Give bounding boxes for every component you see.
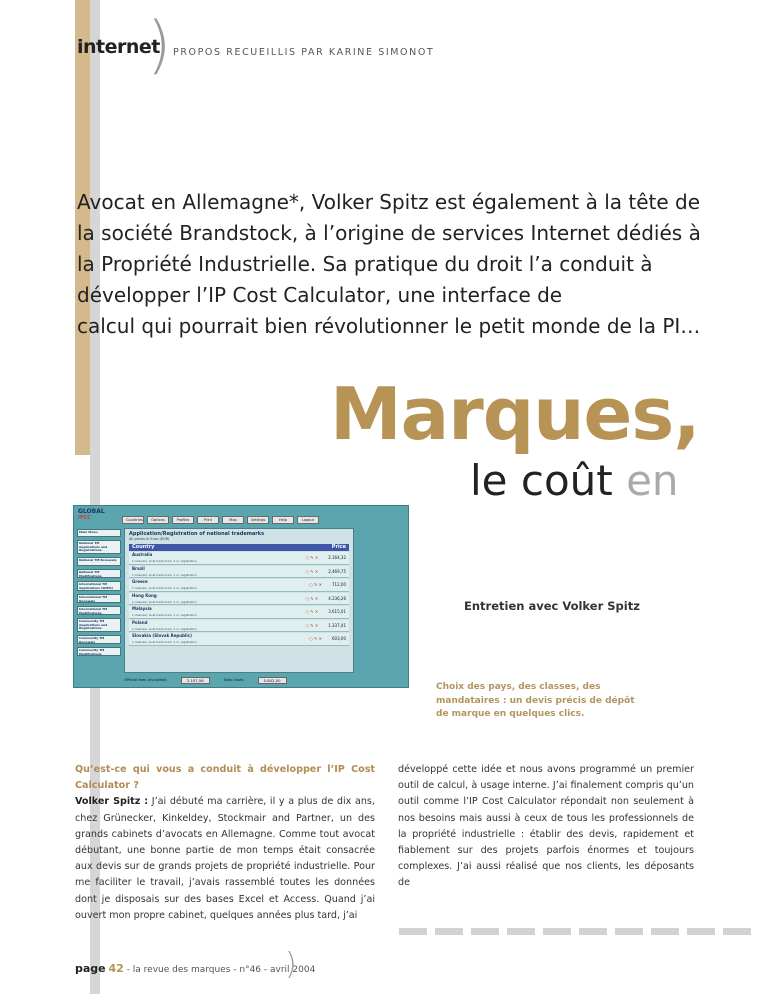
country-name bbox=[132, 606, 197, 618]
side-menu-item: Community TM Modifications bbox=[77, 647, 121, 656]
row-detail: 1 class(es), local trade mark, 1 nr. registration bbox=[132, 559, 197, 563]
total-costs-value: 5.842,00 bbox=[258, 677, 287, 684]
answer-text: J’ai débuté ma carrière, il y a plus de dix ans, chez Grünecker, Kinkeldey, Stockmair and Partner, un des grands cabinets d’avocats en Allemagne. Comme tout avocat débutant, une bonne partie de mon temps était consacrée aux devis sur de grands projets de propriété industrielle. Pour me faciliter le travail, j’avais rassemblé toutes les données dont je disposais sur des bases Excel et Access. Quand j’ai ouvert mon propre cabinet, quelques années plus tard, j’ai bbox=[75, 796, 375, 921]
page-footer bbox=[75, 962, 315, 975]
table-row bbox=[129, 633, 349, 646]
table-row bbox=[129, 593, 349, 606]
dash bbox=[435, 928, 463, 935]
dash bbox=[507, 928, 535, 935]
interview-line: Entretien avec Volker Spitz bbox=[464, 599, 640, 613]
column-header: Country bbox=[132, 544, 155, 550]
side-menu-item: National TM Applications and Registrations bbox=[77, 540, 121, 554]
country-label: Australia bbox=[132, 552, 153, 557]
action-icons: ○ ✎ ✕ bbox=[305, 595, 319, 601]
total-costs-label: Total costs bbox=[223, 677, 244, 682]
lede-line: la Propriété Industrielle. Sa pratique du droit l’a conduit à bbox=[77, 252, 653, 276]
country-name bbox=[132, 620, 197, 632]
nav-button: Logout bbox=[297, 516, 319, 524]
lede-line: calcul qui pourrait bien révolutionner le petit monde de la PI… bbox=[77, 314, 701, 338]
table-row bbox=[129, 620, 349, 633]
column-header: Price bbox=[331, 544, 346, 550]
row-price: 3.615,01 bbox=[328, 609, 346, 614]
byline: PROPOS RECUEILLIS PAR KARINE SIMONOT bbox=[173, 47, 435, 58]
app-logo-sub: IPCC bbox=[78, 515, 91, 521]
country-name bbox=[132, 593, 197, 605]
nav-button: Help bbox=[272, 516, 294, 524]
row-price: 4.236,26 bbox=[328, 595, 346, 601]
subheadline-part: le coût bbox=[470, 456, 627, 505]
issue-info: - la revue des marques - n°46 - avril 2004 bbox=[123, 965, 316, 975]
country-name bbox=[132, 552, 197, 564]
lede-line: la société Brandstock, à l’origine de services Internet dédiés à bbox=[77, 221, 701, 245]
answer-continued: développé cette idée et nous avons programmé un premier outil de calcul, à usage interne. J’ai finalement compris qu’un outil comme l’IP Cost Calculator répondait non seulement à nos besoins mais aussi à ceux de tous les professionnels de la propriété industrielle : établir des devis, rapidement et fiablement sur des projets parfois énormes et toujours complexes. J’ai aussi réalisé que nos clients, les déposants de bbox=[398, 764, 694, 889]
dash bbox=[399, 928, 427, 935]
country-label: Greece bbox=[132, 579, 148, 584]
country-name bbox=[132, 633, 197, 645]
side-menu-item: Main Menu bbox=[77, 529, 121, 537]
row-price: 712,00 bbox=[332, 582, 346, 587]
side-menu-item: National TM Renewals bbox=[77, 557, 121, 566]
nav-button: Settings bbox=[247, 516, 269, 524]
table-row bbox=[129, 566, 349, 579]
country-label: Poland bbox=[132, 619, 148, 625]
action-icons: ○ ✎ ✕ bbox=[309, 636, 322, 641]
body-column-right bbox=[398, 762, 694, 892]
image-caption: Choix des pays, des classes, des mandataires : un devis précis de dépôt de marque en quelques clics. bbox=[436, 682, 635, 719]
action-icons: ○ ✎ ✕ bbox=[305, 609, 319, 614]
row-detail: 1 class(es), local trade mark, 1 nr. registration bbox=[132, 572, 197, 577]
dash bbox=[687, 928, 715, 935]
nav-button: Countries bbox=[122, 516, 144, 524]
country-name bbox=[132, 579, 197, 591]
country-label: Slovakia (Slovak Republic) bbox=[132, 633, 192, 638]
answer-paragraph bbox=[75, 794, 375, 924]
row-detail: 1 class(es), local trade mark, 1 nr. registration bbox=[132, 586, 197, 590]
country-label: Brazil bbox=[132, 565, 145, 571]
nav-button: Map bbox=[222, 516, 244, 524]
app-logo-text: GLOBAL bbox=[78, 508, 105, 515]
calculator-screenshot bbox=[73, 505, 409, 688]
official-fees-label: Official fees (included) bbox=[124, 677, 167, 682]
app-top-nav bbox=[122, 516, 319, 524]
dash bbox=[651, 928, 679, 935]
nav-button: Profiles bbox=[172, 516, 194, 524]
country-name bbox=[132, 566, 197, 578]
dash bbox=[471, 928, 499, 935]
page-number: 42 bbox=[108, 962, 124, 975]
side-menu-item: International TM Renewals bbox=[77, 594, 121, 603]
action-icons: ○ ✎ ✕ bbox=[305, 622, 319, 628]
table-row bbox=[129, 579, 349, 592]
side-menu-item: National TM Modifications bbox=[77, 569, 121, 578]
row-detail: 1 class(es), local trade mark, 1 nr. registration bbox=[132, 613, 197, 617]
official-fees-value: 2.107,56 bbox=[181, 677, 210, 684]
row-price: 2.469,75 bbox=[328, 568, 346, 574]
table-row bbox=[129, 552, 349, 565]
app-side-menu bbox=[77, 529, 121, 659]
speaker-name: Volker Spitz : bbox=[75, 796, 149, 808]
totals-bar bbox=[124, 677, 354, 684]
action-icons: ○ ✎ ✕ bbox=[309, 582, 322, 587]
headline: Marques, bbox=[330, 372, 700, 456]
row-price: 603,00 bbox=[332, 636, 346, 641]
row-detail: 1 class(es), local trade mark, 1 nr. registration bbox=[132, 599, 197, 604]
action-icons: ○ ✎ ✕ bbox=[305, 555, 319, 560]
body-column-left bbox=[75, 762, 375, 924]
panel-subtitle: All prices in Euro (EUR) bbox=[129, 537, 170, 541]
action-icons: ○ ✎ ✕ bbox=[305, 568, 319, 574]
subheadline-part: en bbox=[626, 456, 679, 505]
question: Qu’est-ce qui vous a conduit à développer l’IP Cost Calculator ? bbox=[75, 764, 375, 792]
panel-title: Application/Registration of national trademarks bbox=[129, 531, 265, 537]
row-detail: 1 class(es), local trade mark, 1 nr. registration bbox=[132, 626, 197, 631]
lede-line: Avocat en Allemagne*, Volker Spitz est également à la tête de bbox=[77, 190, 701, 214]
dash bbox=[543, 928, 571, 935]
side-menu-item: Community TM Renewals bbox=[77, 635, 121, 644]
table-row bbox=[129, 606, 349, 619]
country-label: Hong Kong bbox=[132, 592, 157, 598]
lede-line: développer l’IP Cost Calculator, une interface de bbox=[77, 283, 563, 307]
row-price: 2.164,32 bbox=[328, 555, 346, 560]
table-header bbox=[129, 544, 349, 551]
dash bbox=[723, 928, 751, 935]
subheadline bbox=[470, 456, 679, 505]
section-parenthesis: ) bbox=[147, 8, 172, 81]
dash-divider bbox=[399, 928, 751, 935]
side-menu-item: Community TM Applications and Registrations bbox=[77, 618, 121, 632]
side-menu-item: International TM Applications (WIPO) bbox=[77, 581, 121, 591]
nav-button: Options bbox=[147, 516, 169, 524]
nav-button: Print bbox=[197, 516, 219, 524]
side-menu-item: International TM Modifications bbox=[77, 606, 121, 615]
row-detail: 1 class(es), local trade mark, 1 nr. registration bbox=[132, 640, 197, 644]
lede-paragraph bbox=[77, 187, 727, 342]
country-label: Malaysia bbox=[132, 606, 152, 611]
row-price: 1.337,41 bbox=[328, 622, 346, 628]
page-word: page bbox=[75, 962, 106, 975]
dash bbox=[615, 928, 643, 935]
dash bbox=[579, 928, 607, 935]
footer-parenthesis: ) bbox=[285, 947, 297, 982]
app-main-panel bbox=[124, 528, 354, 673]
app-logo bbox=[78, 509, 105, 521]
section-label: internet bbox=[77, 36, 160, 58]
